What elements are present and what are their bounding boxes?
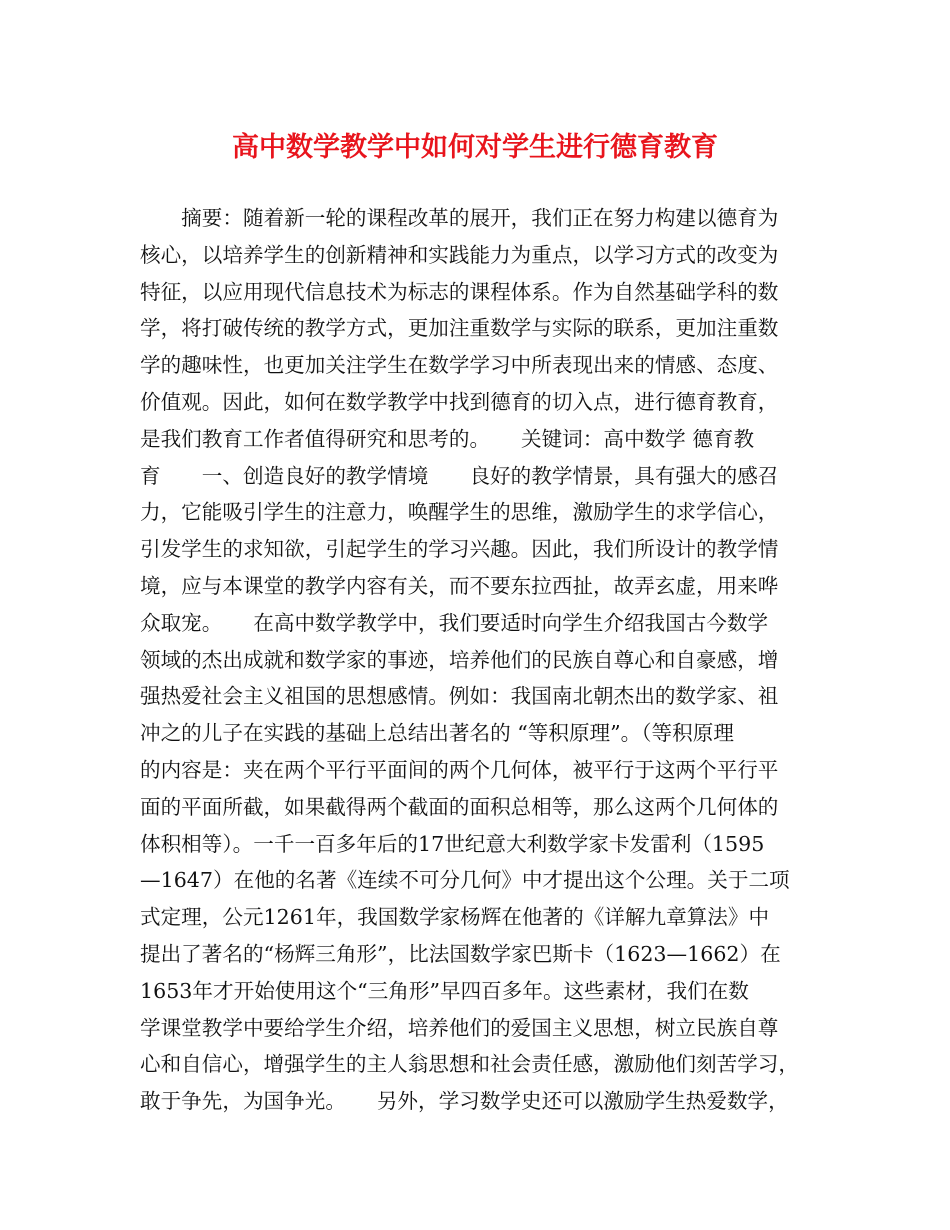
body-line: 提出了著名的“杨辉三角形”，比法国数学家巴斯卡（1623—1662）在 (140, 941, 781, 966)
body-line: 核心，以培养学生的创新精神和实践能力为重点，以学习方式的改变为 (140, 242, 779, 267)
body-line: 境，应与本课堂的教学内容有关，而不要东拉西扯，故弄玄虚，用来哗 (140, 573, 779, 598)
body-line: —1647）在他的名著《连续不可分几何》中才提出这个公理。关于二项 (140, 868, 790, 893)
body-line: 1653年才开始使用这个“三角形”早四百多年。这些素材，我们在数 (140, 978, 749, 1003)
body-line: 引发学生的求知欲，引起学生的学习兴趣。因此，我们所设计的教学情 (140, 537, 779, 562)
body-line: 领域的杰出成就和数学家的事迹，培养他们的民族自尊心和自豪感，增 (140, 647, 779, 672)
body-line: 敢于争先，为国争光。 另外，学习数学史还可以激励学生热爱数学， (140, 1089, 789, 1114)
document-body (140, 200, 820, 1120)
body-line: 面的平面所截，如果截得两个截面的面积总相等，那么这两个几何体的 (140, 794, 779, 819)
body-line: 摘要：随着新一轮的课程改革的展开，我们正在努力构建以德育为 (140, 206, 779, 230)
body-line: 学课堂教学中要给学生介绍，培养他们的爱国主义思想，树立民族自尊 (140, 1015, 779, 1040)
body-line: 心和自信心，增强学生的主人翁思想和社会责任感，激励他们刻苦学习， (140, 1052, 799, 1077)
document-title: 高中数学教学中如何对学生进行德育教育 (232, 132, 718, 163)
body-line: 体积相等）。一千一百多年后的17世纪意大利数学家卡发雷利（1595 (140, 831, 765, 856)
body-line: 特征，以应用现代信息技术为标志的课程体系。作为自然基础学科的数 (140, 279, 779, 304)
body-line: 冲之的儿子在实践的基础上总结出著名的 “等积原理”。（等积原理 (140, 721, 734, 746)
body-line: 学，将打破传统的教学方式，更加注重数学与实际的联系，更加注重数 (140, 316, 779, 341)
body-line: 力，它能吸引学生的注意力，唤醒学生的思维，激励学生的求学信心， (140, 500, 779, 525)
body-line: 是我们教育工作者值得研究和思考的。 关键词：高中数学 德育教 (140, 426, 755, 451)
body-line: 众取宠。 在高中数学教学中，我们要适时向学生介绍我国古今数学 (140, 610, 769, 635)
body-line: 强热爱社会主义祖国的思想感情。例如：我国南北朝杰出的数学家、祖 (140, 684, 779, 709)
body-line: 价值观。因此，如何在数学教学中找到德育的切入点，进行德育教育， (140, 389, 779, 414)
body-line: 式定理，公元1261年，我国数学家杨辉在他著的《详解九章算法》中 (140, 905, 770, 930)
body-line: 学的趣味性，也更加关注学生在数学学习中所表现出来的情感、态度、 (140, 353, 779, 378)
body-line: 的内容是：夹在两个平行平面间的两个几何体，被平行于这两个平行平 (140, 757, 779, 782)
body-line: 育 一、创造良好的教学情境 良好的教学情景，具有强大的感召 (140, 463, 779, 488)
